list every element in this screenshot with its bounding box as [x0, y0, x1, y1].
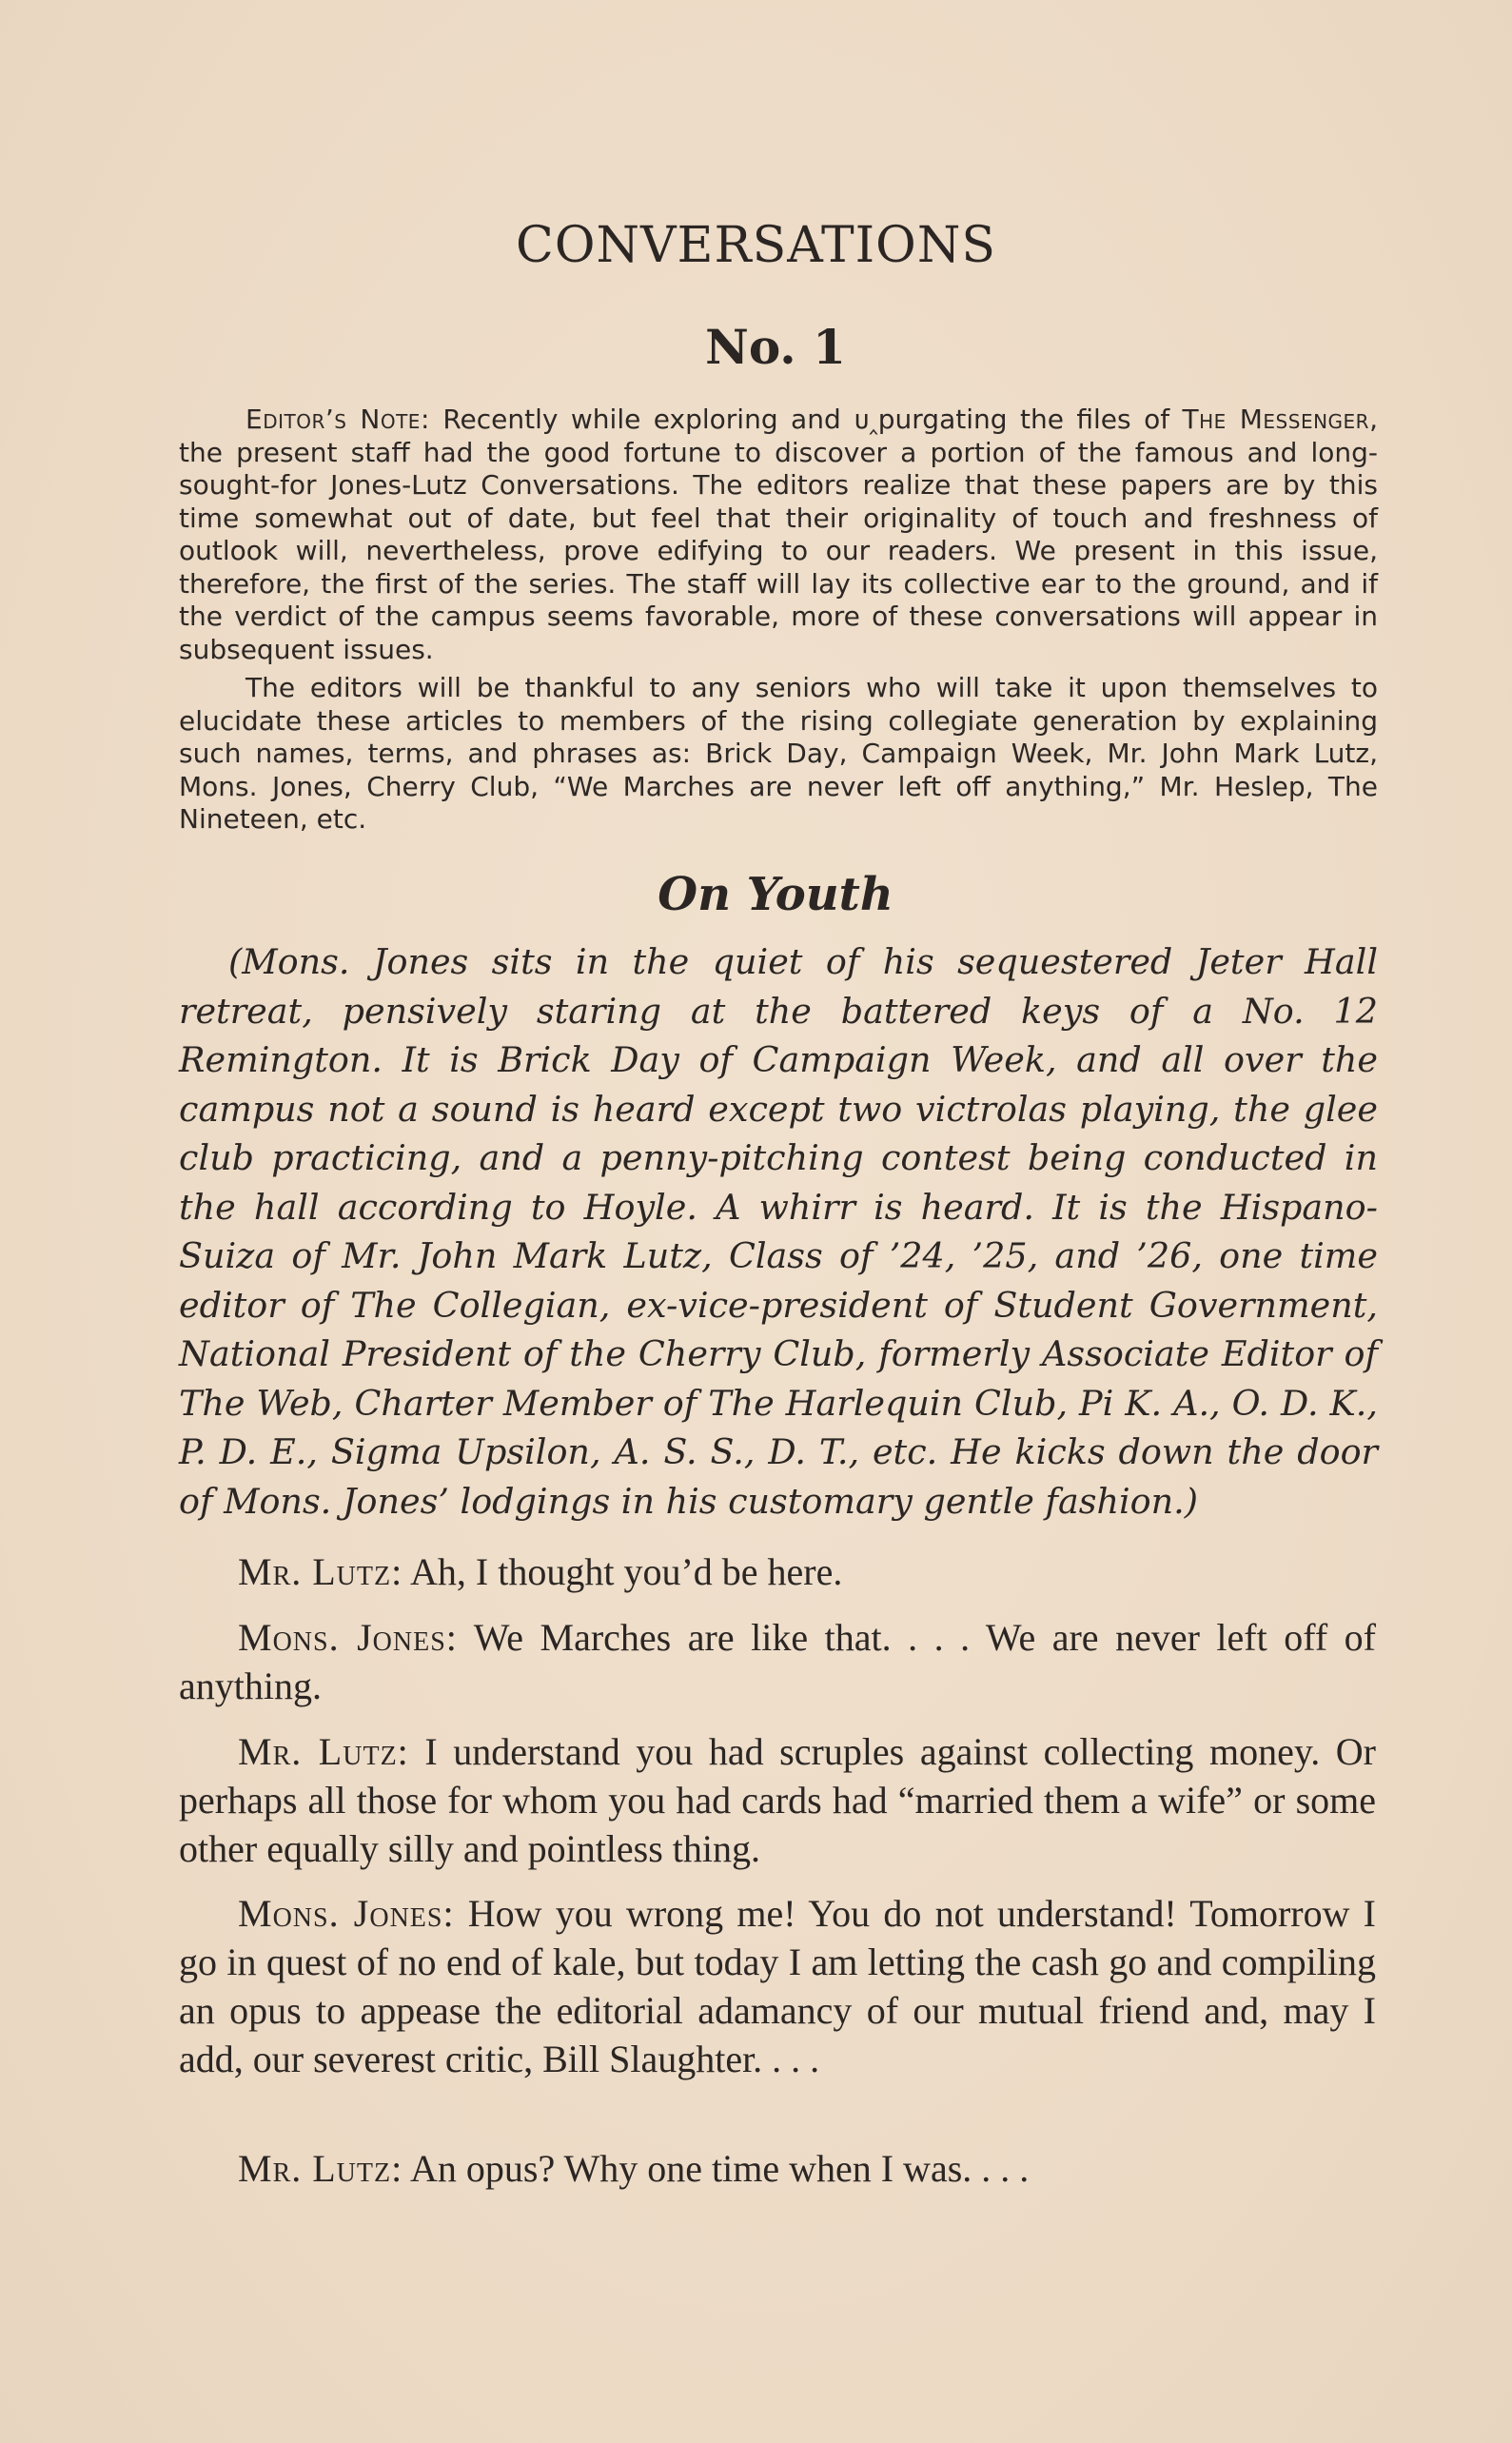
editors-note-text-b: , the present staff had the good fortune to discover a portion of the famous and long-sought-for Jones-Lutz Conversations. The editors realize that these papers are by this time somewhat out of date, but feel that their originality of touch and freshness of outlook will, nevertheless, prove edifying to our readers. We present in this issue, therefore, the first of the series. The staff will lay its collective ear to the ground, and if the verdict of the campus seems favorable, more of these conversations will appear in subsequent issues.: [179, 404, 1378, 665]
editors-note-paragraph-1: [179, 404, 1378, 666]
stage-direction: (Mons. Jones sits in the quiet of his sequestered Jeter Hall retreat, pensively staring at the battered keys of a No. 12 Remington. It is Brick Day of Campaign Week, and all over the campus not a sound is heard except two victrolas playing, the glee club practicing, and a penny-pitching contest being conducted in the hall according to Hoyle. A whirr is heard. It is the Hispano-Suiza of Mr. John Mark Lutz, Class of ’24, ’25, and ’26, one time editor of The Collegian, ex-vice-president of Student Government, National President of the Cherry Club, formerly Associate Editor of The Web, Charter Member of The Harlequin Club, Pi K. A., O. D. K., P. D. E., Sigma Upsilon, A. S. S., D. T., etc. He kicks down the door of Mons. Jones’ lodgings in his customary gentle fashion.): [179, 941, 1378, 1522]
publication-name: The Messenger: [1182, 404, 1370, 435]
page-title: CONVERSATIONS: [516, 217, 996, 274]
editors-note-label: Editor’s Note:: [245, 404, 430, 435]
speaker-name: Mons. Jones:: [238, 1892, 455, 1935]
speaker-name: Mr. Lutz:: [238, 1730, 409, 1773]
dialogue-text: I understand you had scruples against collecting money. Or perhaps all those for whom you had cards had “married them a wife” or some other equally silly and pointless thing.: [179, 1730, 1376, 1870]
dialogue-line: [179, 1727, 1376, 1873]
speaker-name: Mons. Jones:: [238, 1616, 458, 1659]
dialogue-line: [179, 1613, 1376, 1710]
dialogue-line: [179, 1889, 1376, 2083]
dialogue-text: Ah, I thought you’d be here.: [403, 1550, 843, 1593]
article-number: No. 1: [705, 319, 846, 375]
editors-note-text-a: Recently while exploring and ᴜ‸purgating the files of: [429, 404, 1183, 435]
dialogue-text: We Marches are like that. . . . We are never left off of anything.: [179, 1616, 1376, 1707]
section-title: On Youth: [658, 868, 893, 921]
dialogue-line: [179, 1547, 1376, 1596]
dialogue-text: An opus? Why one time when I was. . . .: [403, 2147, 1030, 2190]
speaker-name: Mr. Lutz:: [238, 2147, 403, 2190]
speaker-name: Mr. Lutz:: [238, 1550, 403, 1593]
editors-note-paragraph-2: The editors will be thankful to any seniors who will take it upon themselves to elucidate these articles to members of the rising collegiate generation by explaining such names, terms, and phrases as: Brick Day, Campaign Week, Mr. John Mark Lutz, Mons. Jones, Cherry Club, “We Marches are never left off anything,” Mr. Heslep, The Nineteen, etc.: [179, 672, 1378, 835]
dialogue-text: How you wrong me! You do not understand! Tomorrow I go in quest of no end of kale, but today I am letting the cash go and compiling an opus to appease the editorial adamancy of our mutual friend and, may I add, our severest critic, Bill Slaughter. . . .: [179, 1892, 1376, 2080]
dialogue-line: [179, 2144, 1376, 2193]
